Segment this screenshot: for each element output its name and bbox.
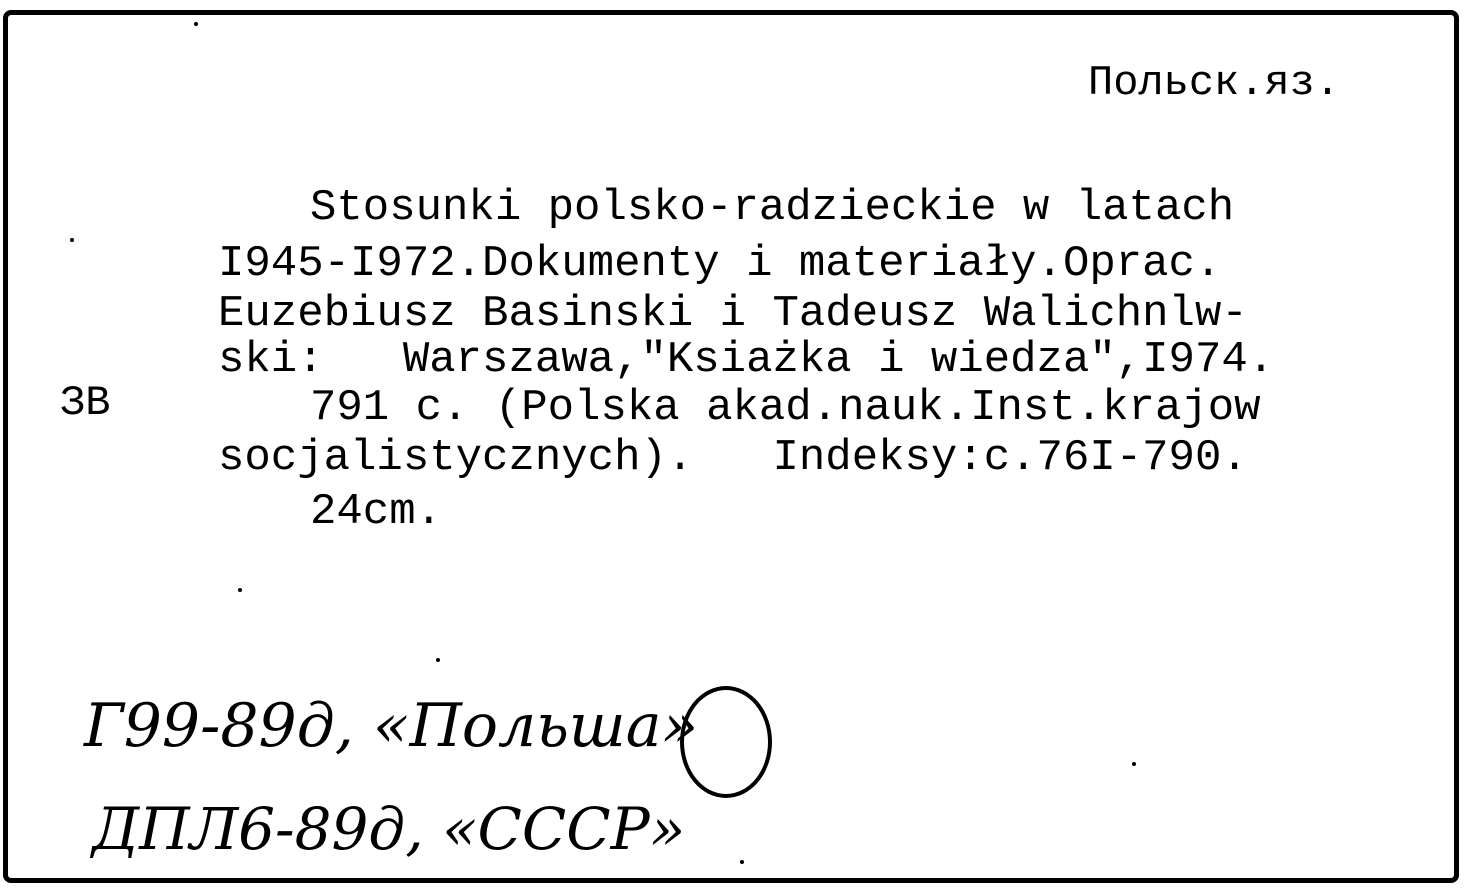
entry-line-7: 24cm. xyxy=(310,487,443,537)
handwritten-note-2: ДПЛ6-89д, «СССР» xyxy=(92,795,686,863)
speck xyxy=(238,588,242,592)
entry-line-3: Euzebiusz Basinski i Tadeusz Walichnlw- xyxy=(218,289,1248,339)
entry-line-4: ski: Warszawa,"Ksiażka i wiedza",I974. xyxy=(218,335,1275,385)
entry-line-1: Stosunki polsko-radzieckie w latach xyxy=(310,183,1235,233)
language-heading: Польск.яз. xyxy=(1088,59,1341,107)
circle-mark xyxy=(680,686,772,798)
entry-line-6: socjalistycznych). Indeksy:c.76I-790. xyxy=(218,433,1248,483)
entry-line-5: 791 c. (Polska akad.nauk.Inst.krajow xyxy=(310,383,1261,433)
speck xyxy=(436,658,440,662)
handwritten-note-1: Г99-89д, «Польша» xyxy=(84,691,699,761)
entry-line-2: I945-I972.Dokumenty i materiały.Oprac. xyxy=(218,239,1222,289)
shelf-mark: ЗВ xyxy=(60,379,111,427)
speck xyxy=(70,238,74,242)
speck xyxy=(194,22,198,26)
speck xyxy=(740,860,744,864)
speck xyxy=(1132,762,1136,766)
